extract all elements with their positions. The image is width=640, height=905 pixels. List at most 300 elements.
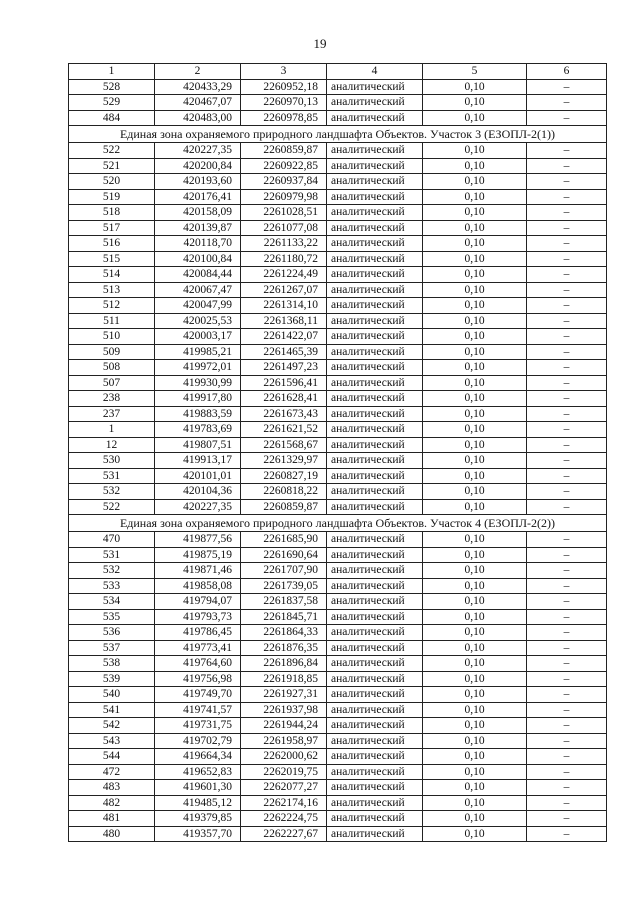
cell-accuracy: 0,10 bbox=[423, 532, 527, 548]
cell-point-number: 522 bbox=[69, 143, 155, 159]
cell-y-coordinate: 2260818,22 bbox=[241, 484, 327, 500]
header-cell: 2 bbox=[155, 64, 241, 80]
cell-x-coordinate: 419741,57 bbox=[155, 702, 241, 718]
cell-y-coordinate: 2262224,75 bbox=[241, 811, 327, 827]
table-row bbox=[69, 733, 607, 749]
cell-point-number: 512 bbox=[69, 298, 155, 314]
table-row bbox=[69, 453, 607, 469]
cell-method: аналитический bbox=[327, 687, 423, 703]
section-heading: Единая зона охраняемого природного ландшафта Объектов. Участок 4 (ЕЗОПЛ-2(2)) bbox=[69, 515, 607, 532]
cell-y-coordinate: 2261628,41 bbox=[241, 391, 327, 407]
cell-method: аналитический bbox=[327, 220, 423, 236]
cell-note: – bbox=[527, 702, 607, 718]
table-row bbox=[69, 718, 607, 734]
cell-x-coordinate: 420433,29 bbox=[155, 79, 241, 95]
cell-note: – bbox=[527, 110, 607, 126]
cell-note: – bbox=[527, 189, 607, 205]
cell-note: – bbox=[527, 563, 607, 579]
cell-x-coordinate: 419972,01 bbox=[155, 360, 241, 376]
cell-y-coordinate: 2261876,35 bbox=[241, 640, 327, 656]
cell-note: – bbox=[527, 764, 607, 780]
cell-accuracy: 0,10 bbox=[423, 764, 527, 780]
table-row bbox=[69, 110, 607, 126]
cell-point-number: 483 bbox=[69, 780, 155, 796]
cell-accuracy: 0,10 bbox=[423, 780, 527, 796]
cell-accuracy: 0,10 bbox=[423, 547, 527, 563]
cell-note: – bbox=[527, 375, 607, 391]
cell-y-coordinate: 2262077,27 bbox=[241, 780, 327, 796]
table-row bbox=[69, 298, 607, 314]
cell-y-coordinate: 2261497,23 bbox=[241, 360, 327, 376]
cell-note: – bbox=[527, 609, 607, 625]
table-row bbox=[69, 158, 607, 174]
header-cell: 3 bbox=[241, 64, 327, 80]
coordinates-table-body bbox=[69, 64, 607, 842]
cell-x-coordinate: 419764,60 bbox=[155, 656, 241, 672]
table-row bbox=[69, 625, 607, 641]
cell-method: аналитический bbox=[327, 594, 423, 610]
cell-note: – bbox=[527, 220, 607, 236]
table-row bbox=[69, 826, 607, 842]
cell-accuracy: 0,10 bbox=[423, 702, 527, 718]
cell-note: – bbox=[527, 422, 607, 438]
cell-method: аналитический bbox=[327, 329, 423, 345]
cell-note: – bbox=[527, 718, 607, 734]
cell-x-coordinate: 420200,84 bbox=[155, 158, 241, 174]
cell-point-number: 470 bbox=[69, 532, 155, 548]
table-row bbox=[69, 220, 607, 236]
cell-x-coordinate: 420227,35 bbox=[155, 499, 241, 515]
cell-point-number: 541 bbox=[69, 702, 155, 718]
cell-x-coordinate: 419664,34 bbox=[155, 749, 241, 765]
cell-point-number: 537 bbox=[69, 640, 155, 656]
table-row bbox=[69, 313, 607, 329]
cell-point-number: 1 bbox=[69, 422, 155, 438]
cell-y-coordinate: 2261028,51 bbox=[241, 205, 327, 221]
cell-method: аналитический bbox=[327, 656, 423, 672]
cell-accuracy: 0,10 bbox=[423, 143, 527, 159]
header-cell: 4 bbox=[327, 64, 423, 80]
table-row bbox=[69, 236, 607, 252]
cell-y-coordinate: 2261864,33 bbox=[241, 625, 327, 641]
cell-method: аналитический bbox=[327, 609, 423, 625]
cell-point-number: 12 bbox=[69, 437, 155, 453]
cell-accuracy: 0,10 bbox=[423, 499, 527, 515]
cell-accuracy: 0,10 bbox=[423, 671, 527, 687]
cell-note: – bbox=[527, 205, 607, 221]
cell-note: – bbox=[527, 282, 607, 298]
cell-accuracy: 0,10 bbox=[423, 205, 527, 221]
cell-method: аналитический bbox=[327, 640, 423, 656]
cell-note: – bbox=[527, 298, 607, 314]
cell-method: аналитический bbox=[327, 344, 423, 360]
table-row bbox=[69, 422, 607, 438]
header-cell: 1 bbox=[69, 64, 155, 80]
cell-x-coordinate: 420101,01 bbox=[155, 468, 241, 484]
cell-point-number: 544 bbox=[69, 749, 155, 765]
cell-point-number: 237 bbox=[69, 406, 155, 422]
cell-y-coordinate: 2261739,05 bbox=[241, 578, 327, 594]
coordinates-table bbox=[68, 63, 607, 842]
cell-accuracy: 0,10 bbox=[423, 79, 527, 95]
cell-method: аналитический bbox=[327, 189, 423, 205]
table-row bbox=[69, 79, 607, 95]
cell-accuracy: 0,10 bbox=[423, 609, 527, 625]
cell-method: аналитический bbox=[327, 375, 423, 391]
cell-y-coordinate: 2262019,75 bbox=[241, 764, 327, 780]
cell-x-coordinate: 420193,60 bbox=[155, 174, 241, 190]
cell-method: аналитический bbox=[327, 205, 423, 221]
cell-x-coordinate: 419793,73 bbox=[155, 609, 241, 625]
cell-note: – bbox=[527, 656, 607, 672]
table-row bbox=[69, 671, 607, 687]
cell-y-coordinate: 2261368,11 bbox=[241, 313, 327, 329]
header-cell: 5 bbox=[423, 64, 527, 80]
table-row bbox=[69, 563, 607, 579]
cell-note: – bbox=[527, 733, 607, 749]
cell-x-coordinate: 420047,99 bbox=[155, 298, 241, 314]
cell-x-coordinate: 419883,59 bbox=[155, 406, 241, 422]
table-row bbox=[69, 811, 607, 827]
cell-y-coordinate: 2261465,39 bbox=[241, 344, 327, 360]
cell-x-coordinate: 420067,47 bbox=[155, 282, 241, 298]
cell-y-coordinate: 2260952,18 bbox=[241, 79, 327, 95]
cell-note: – bbox=[527, 671, 607, 687]
cell-x-coordinate: 419731,75 bbox=[155, 718, 241, 734]
table-row bbox=[69, 360, 607, 376]
cell-x-coordinate: 419601,30 bbox=[155, 780, 241, 796]
cell-method: аналитический bbox=[327, 499, 423, 515]
cell-y-coordinate: 2261944,24 bbox=[241, 718, 327, 734]
cell-note: – bbox=[527, 95, 607, 111]
cell-point-number: 484 bbox=[69, 110, 155, 126]
cell-point-number: 534 bbox=[69, 594, 155, 610]
cell-x-coordinate: 419652,83 bbox=[155, 764, 241, 780]
cell-note: – bbox=[527, 437, 607, 453]
cell-y-coordinate: 2261180,72 bbox=[241, 251, 327, 267]
cell-note: – bbox=[527, 313, 607, 329]
cell-x-coordinate: 420139,87 bbox=[155, 220, 241, 236]
table-row bbox=[69, 205, 607, 221]
cell-accuracy: 0,10 bbox=[423, 360, 527, 376]
cell-x-coordinate: 419930,99 bbox=[155, 375, 241, 391]
cell-y-coordinate: 2261077,08 bbox=[241, 220, 327, 236]
cell-y-coordinate: 2261224,49 bbox=[241, 267, 327, 283]
cell-method: аналитический bbox=[327, 422, 423, 438]
cell-note: – bbox=[527, 406, 607, 422]
table-row bbox=[69, 344, 607, 360]
cell-method: аналитический bbox=[327, 267, 423, 283]
cell-x-coordinate: 419807,51 bbox=[155, 437, 241, 453]
cell-x-coordinate: 419485,12 bbox=[155, 795, 241, 811]
cell-x-coordinate: 420003,17 bbox=[155, 329, 241, 345]
cell-accuracy: 0,10 bbox=[423, 95, 527, 111]
table-row bbox=[69, 391, 607, 407]
cell-point-number: 511 bbox=[69, 313, 155, 329]
cell-method: аналитический bbox=[327, 484, 423, 500]
cell-x-coordinate: 419357,70 bbox=[155, 826, 241, 842]
cell-y-coordinate: 2261927,31 bbox=[241, 687, 327, 703]
table-row bbox=[69, 282, 607, 298]
table-row bbox=[69, 578, 607, 594]
cell-note: – bbox=[527, 143, 607, 159]
cell-y-coordinate: 2261568,67 bbox=[241, 437, 327, 453]
cell-x-coordinate: 420176,41 bbox=[155, 189, 241, 205]
cell-x-coordinate: 419794,07 bbox=[155, 594, 241, 610]
cell-note: – bbox=[527, 251, 607, 267]
cell-accuracy: 0,10 bbox=[423, 220, 527, 236]
table-row bbox=[69, 189, 607, 205]
table-row bbox=[69, 532, 607, 548]
cell-accuracy: 0,10 bbox=[423, 749, 527, 765]
cell-point-number: 509 bbox=[69, 344, 155, 360]
cell-point-number: 535 bbox=[69, 609, 155, 625]
cell-y-coordinate: 2261837,58 bbox=[241, 594, 327, 610]
cell-note: – bbox=[527, 329, 607, 345]
cell-method: аналитический bbox=[327, 578, 423, 594]
cell-y-coordinate: 2261707,90 bbox=[241, 563, 327, 579]
cell-point-number: 533 bbox=[69, 578, 155, 594]
cell-accuracy: 0,10 bbox=[423, 484, 527, 500]
cell-point-number: 539 bbox=[69, 671, 155, 687]
cell-accuracy: 0,10 bbox=[423, 282, 527, 298]
cell-y-coordinate: 2261596,41 bbox=[241, 375, 327, 391]
cell-point-number: 510 bbox=[69, 329, 155, 345]
cell-method: аналитический bbox=[327, 453, 423, 469]
cell-accuracy: 0,10 bbox=[423, 313, 527, 329]
table-row bbox=[69, 640, 607, 656]
cell-accuracy: 0,10 bbox=[423, 578, 527, 594]
cell-method: аналитический bbox=[327, 468, 423, 484]
cell-y-coordinate: 2260978,85 bbox=[241, 110, 327, 126]
cell-point-number: 515 bbox=[69, 251, 155, 267]
cell-method: аналитический bbox=[327, 143, 423, 159]
cell-note: – bbox=[527, 547, 607, 563]
cell-method: аналитический bbox=[327, 406, 423, 422]
cell-point-number: 518 bbox=[69, 205, 155, 221]
cell-accuracy: 0,10 bbox=[423, 687, 527, 703]
cell-y-coordinate: 2261621,52 bbox=[241, 422, 327, 438]
cell-method: аналитический bbox=[327, 733, 423, 749]
header-cell: 6 bbox=[527, 64, 607, 80]
cell-method: аналитический bbox=[327, 313, 423, 329]
cell-accuracy: 0,10 bbox=[423, 251, 527, 267]
cell-accuracy: 0,10 bbox=[423, 375, 527, 391]
cell-y-coordinate: 2260859,87 bbox=[241, 143, 327, 159]
cell-note: – bbox=[527, 795, 607, 811]
cell-method: аналитический bbox=[327, 826, 423, 842]
cell-y-coordinate: 2261673,43 bbox=[241, 406, 327, 422]
cell-accuracy: 0,10 bbox=[423, 563, 527, 579]
cell-note: – bbox=[527, 468, 607, 484]
cell-y-coordinate: 2262174,16 bbox=[241, 795, 327, 811]
cell-y-coordinate: 2261690,64 bbox=[241, 547, 327, 563]
cell-point-number: 517 bbox=[69, 220, 155, 236]
cell-method: аналитический bbox=[327, 764, 423, 780]
cell-note: – bbox=[527, 499, 607, 515]
cell-method: аналитический bbox=[327, 547, 423, 563]
cell-point-number: 513 bbox=[69, 282, 155, 298]
cell-y-coordinate: 2261896,84 bbox=[241, 656, 327, 672]
cell-y-coordinate: 2260859,87 bbox=[241, 499, 327, 515]
cell-accuracy: 0,10 bbox=[423, 110, 527, 126]
table-row bbox=[69, 609, 607, 625]
cell-x-coordinate: 419875,19 bbox=[155, 547, 241, 563]
cell-y-coordinate: 2261937,98 bbox=[241, 702, 327, 718]
table-row bbox=[69, 780, 607, 796]
cell-x-coordinate: 419749,70 bbox=[155, 687, 241, 703]
table-row bbox=[69, 795, 607, 811]
cell-accuracy: 0,10 bbox=[423, 391, 527, 407]
cell-accuracy: 0,10 bbox=[423, 656, 527, 672]
table-row bbox=[69, 468, 607, 484]
cell-accuracy: 0,10 bbox=[423, 826, 527, 842]
cell-method: аналитический bbox=[327, 236, 423, 252]
cell-x-coordinate: 419858,08 bbox=[155, 578, 241, 594]
table-row bbox=[69, 499, 607, 515]
cell-point-number: 514 bbox=[69, 267, 155, 283]
cell-accuracy: 0,10 bbox=[423, 298, 527, 314]
cell-y-coordinate: 2262227,67 bbox=[241, 826, 327, 842]
table-row bbox=[69, 251, 607, 267]
cell-y-coordinate: 2260922,85 bbox=[241, 158, 327, 174]
cell-accuracy: 0,10 bbox=[423, 640, 527, 656]
cell-x-coordinate: 420025,53 bbox=[155, 313, 241, 329]
cell-method: аналитический bbox=[327, 532, 423, 548]
cell-point-number: 238 bbox=[69, 391, 155, 407]
cell-note: – bbox=[527, 826, 607, 842]
cell-x-coordinate: 419917,80 bbox=[155, 391, 241, 407]
cell-x-coordinate: 419871,46 bbox=[155, 563, 241, 579]
cell-method: аналитический bbox=[327, 391, 423, 407]
section-heading: Единая зона охраняемого природного ландшафта Объектов. Участок 3 (ЕЗОПЛ-2(1)) bbox=[69, 126, 607, 143]
cell-note: – bbox=[527, 158, 607, 174]
table-row bbox=[69, 375, 607, 391]
cell-point-number: 472 bbox=[69, 764, 155, 780]
cell-x-coordinate: 420227,35 bbox=[155, 143, 241, 159]
cell-x-coordinate: 419913,17 bbox=[155, 453, 241, 469]
cell-accuracy: 0,10 bbox=[423, 437, 527, 453]
cell-note: – bbox=[527, 79, 607, 95]
cell-y-coordinate: 2260937,84 bbox=[241, 174, 327, 190]
cell-point-number: 532 bbox=[69, 563, 155, 579]
cell-method: аналитический bbox=[327, 298, 423, 314]
table-row bbox=[69, 143, 607, 159]
table-row bbox=[69, 749, 607, 765]
table-row bbox=[69, 484, 607, 500]
cell-accuracy: 0,10 bbox=[423, 625, 527, 641]
cell-accuracy: 0,10 bbox=[423, 453, 527, 469]
table-row bbox=[69, 174, 607, 190]
cell-point-number: 507 bbox=[69, 375, 155, 391]
cell-point-number: 532 bbox=[69, 484, 155, 500]
cell-method: аналитический bbox=[327, 563, 423, 579]
cell-note: – bbox=[527, 236, 607, 252]
cell-note: – bbox=[527, 780, 607, 796]
cell-x-coordinate: 419786,45 bbox=[155, 625, 241, 641]
cell-y-coordinate: 2261267,07 bbox=[241, 282, 327, 298]
cell-point-number: 520 bbox=[69, 174, 155, 190]
cell-y-coordinate: 2262000,62 bbox=[241, 749, 327, 765]
cell-accuracy: 0,10 bbox=[423, 795, 527, 811]
cell-point-number: 543 bbox=[69, 733, 155, 749]
cell-method: аналитический bbox=[327, 79, 423, 95]
cell-point-number: 529 bbox=[69, 95, 155, 111]
cell-point-number: 516 bbox=[69, 236, 155, 252]
cell-method: аналитический bbox=[327, 158, 423, 174]
cell-x-coordinate: 419773,41 bbox=[155, 640, 241, 656]
section-heading-row bbox=[69, 515, 607, 532]
cell-y-coordinate: 2261329,97 bbox=[241, 453, 327, 469]
cell-method: аналитический bbox=[327, 811, 423, 827]
cell-point-number: 531 bbox=[69, 547, 155, 563]
cell-x-coordinate: 419756,98 bbox=[155, 671, 241, 687]
table-row bbox=[69, 656, 607, 672]
cell-y-coordinate: 2261958,97 bbox=[241, 733, 327, 749]
cell-note: – bbox=[527, 174, 607, 190]
table-row bbox=[69, 329, 607, 345]
cell-point-number: 542 bbox=[69, 718, 155, 734]
cell-x-coordinate: 420118,70 bbox=[155, 236, 241, 252]
cell-point-number: 522 bbox=[69, 499, 155, 515]
cell-point-number: 538 bbox=[69, 656, 155, 672]
cell-note: – bbox=[527, 484, 607, 500]
cell-point-number: 481 bbox=[69, 811, 155, 827]
cell-y-coordinate: 2261845,71 bbox=[241, 609, 327, 625]
cell-method: аналитический bbox=[327, 95, 423, 111]
cell-point-number: 521 bbox=[69, 158, 155, 174]
cell-x-coordinate: 420084,44 bbox=[155, 267, 241, 283]
table-row bbox=[69, 267, 607, 283]
table-row bbox=[69, 594, 607, 610]
cell-method: аналитический bbox=[327, 437, 423, 453]
cell-y-coordinate: 2260979,98 bbox=[241, 189, 327, 205]
table-header-row bbox=[69, 64, 607, 80]
cell-note: – bbox=[527, 360, 607, 376]
cell-accuracy: 0,10 bbox=[423, 174, 527, 190]
cell-y-coordinate: 2261422,07 bbox=[241, 329, 327, 345]
cell-point-number: 482 bbox=[69, 795, 155, 811]
cell-accuracy: 0,10 bbox=[423, 267, 527, 283]
cell-note: – bbox=[527, 594, 607, 610]
cell-method: аналитический bbox=[327, 718, 423, 734]
page-number: 19 bbox=[313, 36, 327, 51]
cell-x-coordinate: 420483,00 bbox=[155, 110, 241, 126]
cell-method: аналитический bbox=[327, 282, 423, 298]
cell-accuracy: 0,10 bbox=[423, 329, 527, 345]
cell-method: аналитический bbox=[327, 251, 423, 267]
cell-note: – bbox=[527, 811, 607, 827]
table-row bbox=[69, 437, 607, 453]
table-row bbox=[69, 702, 607, 718]
cell-point-number: 480 bbox=[69, 826, 155, 842]
cell-y-coordinate: 2261314,10 bbox=[241, 298, 327, 314]
cell-method: аналитический bbox=[327, 174, 423, 190]
cell-note: – bbox=[527, 625, 607, 641]
cell-note: – bbox=[527, 344, 607, 360]
cell-note: – bbox=[527, 532, 607, 548]
cell-method: аналитический bbox=[327, 780, 423, 796]
cell-point-number: 519 bbox=[69, 189, 155, 205]
cell-accuracy: 0,10 bbox=[423, 811, 527, 827]
cell-accuracy: 0,10 bbox=[423, 422, 527, 438]
cell-accuracy: 0,10 bbox=[423, 344, 527, 360]
cell-point-number: 530 bbox=[69, 453, 155, 469]
cell-y-coordinate: 2260827,19 bbox=[241, 468, 327, 484]
table-row bbox=[69, 95, 607, 111]
cell-accuracy: 0,10 bbox=[423, 718, 527, 734]
cell-point-number: 508 bbox=[69, 360, 155, 376]
